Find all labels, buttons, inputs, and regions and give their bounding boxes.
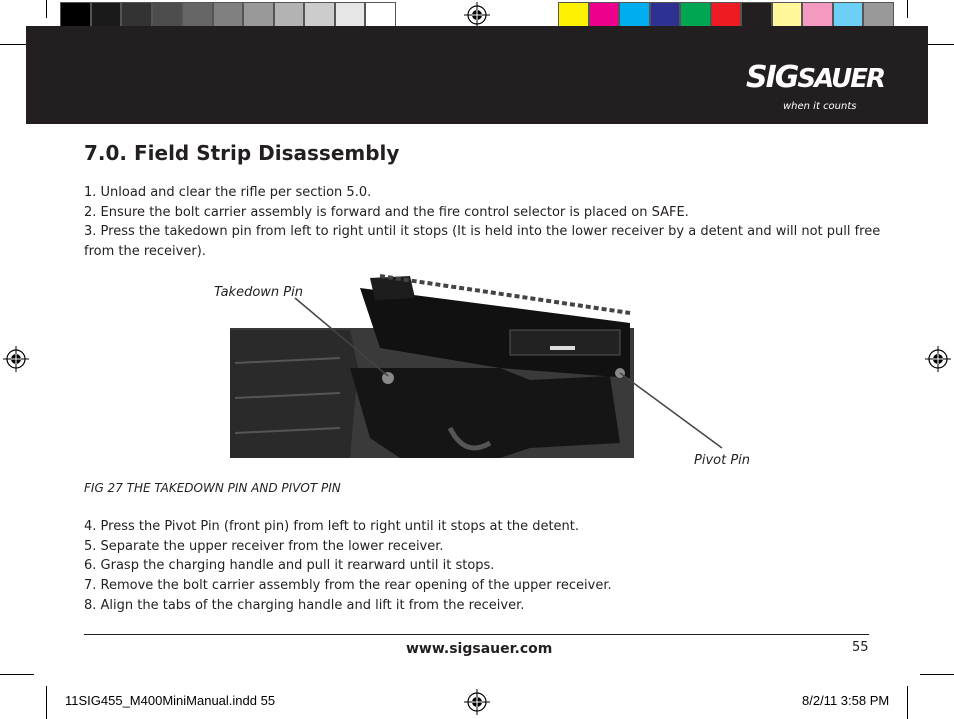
crop-mark [907, 686, 908, 719]
logo-sauer-text: SAUER [797, 64, 884, 94]
registration-mark-icon [3, 346, 29, 372]
step-6: 6. Grasp the charging handle and pull it rearward until it stops. [84, 558, 495, 573]
crop-mark [46, 0, 47, 18]
step-1: 1. Unload and clear the rifle per section 5.0. [84, 185, 372, 200]
pivot-pin-label: Pivot Pin [694, 453, 751, 468]
page-number: 55 [852, 640, 869, 655]
figure-caption: FIG 27 THE TAKEDOWN PIN AND PIVOT PIN [84, 481, 341, 495]
slug-date: 8/2/11 3:58 PM [802, 693, 890, 708]
section-title: 7.0. Field Strip Disassembly [84, 141, 400, 165]
step-3-continued: from the receiver). [84, 244, 206, 259]
takedown-pin-label: Takedown Pin [214, 285, 303, 300]
crop-mark [0, 674, 34, 675]
registration-mark-icon [464, 689, 490, 715]
sig-sauer-logo [746, 60, 884, 95]
logo-sig-text: SIG [746, 60, 798, 95]
step-7: 7. Remove the bolt carrier assembly from the rear opening of the upper receiver. [84, 578, 612, 593]
step-2: 2. Ensure the bolt carrier assembly is forward and the fire control selector is placed on SAFE. [84, 205, 689, 220]
logo-tagline: when it counts [783, 101, 857, 112]
step-8: 8. Align the tabs of the charging handle and lift it from the receiver. [84, 598, 525, 613]
crop-mark [907, 0, 908, 18]
footer-rule [84, 634, 869, 635]
step-3: 3. Press the takedown pin from left to right until it stops (It is held into the lower receiver by a detent and will not pull free [84, 224, 881, 239]
crop-mark [46, 686, 47, 719]
footer-url-link[interactable]: www.sigsauer.com [406, 641, 553, 657]
slug-filename: 11SIG455_M400MiniManual.indd 55 [65, 693, 276, 708]
step-4: 4. Press the Pivot Pin (front pin) from left to right until it stops at the detent. [84, 519, 580, 534]
crop-mark [920, 674, 954, 675]
registration-mark-icon [464, 2, 490, 28]
step-5: 5. Separate the upper receiver from the lower receiver. [84, 539, 444, 554]
registration-mark-icon [925, 346, 951, 372]
